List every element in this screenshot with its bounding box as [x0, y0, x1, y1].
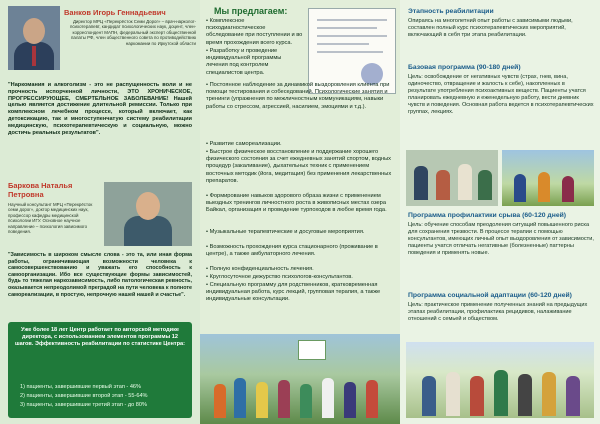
stages-title: Этапность реабилитации — [408, 8, 494, 15]
group-photo — [200, 334, 400, 424]
stages-text: Опираясь на многолетний опыт работы с зависимыми людьми, составлен полный курс психотерапевтических мероприятий, включающий в себя три этапа реабилитации. — [408, 18, 573, 38]
offer-item: • Комплексное психодиагностическое обследование при поступлении и во время прохождения всего курса. — [206, 18, 303, 46]
offer-item: • Полную конфиденциальность лечения. — [206, 266, 314, 272]
offer-item: • Быстрое физическое восстановление и поддержание хорошего физического состояния за счет ежедневных занятий спортом, водных процедур (закаливание), дыхательных техник с применением восточных методик (йога, медитация) без применения лекарственных препаратов. — [206, 149, 392, 184]
consultant-quote: "Зависимость в широком смысле слова - это та, или иная форма работы, ограничивающая возможности человека к самосовершенствованию и уважать его способность к самоорганизации. Ибо все существующие формы зависимостей, будь то тяжелая наркозависимость, либо патологическая ревность, оказывается непреодолимой преградой на пути человека к полноте самореализации, в простую, непрочную нашей нашей и счастье". — [8, 252, 192, 298]
director-name: Ванков Игорь Геннадьевич — [64, 8, 166, 17]
stat-line: 2) пациенты, завершившие второй этап - 55-64% — [20, 393, 148, 399]
consultant-name: Баркова Наталья Петровна — [8, 181, 73, 199]
relapse-title: Программа профилактики срыва (60-120 дней) — [408, 212, 567, 219]
consultant-photo — [104, 182, 192, 246]
stat-line: 1) пациенты, завершившие первый этап - 46% — [20, 384, 142, 390]
activity-photo-1 — [406, 150, 498, 206]
social-text: Цель: практическое применение полученных знаний на предыдущих этапах реабилитации, профилактика рецидивов, налаживание отношений с семьей и обществом. — [408, 302, 588, 322]
director-quote: "Наркомания и алкоголизм - это не распущенность воли и не прочность испорченной личности, ЭТО ХРОНИЧЕСКОЕ, ПРОГРЕССИРУЮЩЕЕ, СМЕРТЕЛЬНОЕ ЗАБОЛЕВАНИЕ! Нашей целью является достижение длительной ремиссии. Только при комплексном лечебном процессе, который включает, как детоксикацию, так и многоступенчатую систему реабилитации медицинскую, психотерапевтическую и социальную, можно достичь реальных результатов". — [8, 82, 192, 136]
offer-item: • Возможность прохождения курса стационарного (проживание в центре), а также амбулаторного лечения. — [206, 244, 378, 258]
offer-item: • Специальную программу для родственников, кратковременная индивидуальная работа, курс лекций, групповая терапия, а также индивидуальные консультации. — [206, 282, 381, 303]
director-role: Директор МРЦ «Перекрёсток Семи Дорог» – врач-нарколог-психотерапевт, кандидат психологических наук, доцент, член-корреспондент МАПН, федеральный эксперт общественной палаты РФ, член общественного совета по противодействию наркомании по Иркутской области — [69, 19, 196, 46]
offer-item: • Круглосуточное дежурство психологов-консультантов. — [206, 274, 353, 280]
panel-middle — [200, 0, 400, 424]
offer-item: • Формирование навыков здорового образа жизни с применением выездных тренингов личностного роста в живописных местах озера Байкал, организация и проведение турпоходов в любое время года. — [206, 193, 387, 214]
stats-box — [8, 322, 192, 418]
stats-title: Уже более 18 лет Центр работает по авторской методике директора, с использованием элементов программы 12 шагов. Эффективность реабилитации по статистике Центра: — [14, 327, 186, 347]
panel-right — [400, 0, 600, 424]
offer-item: • Музыкальные терапевтические и досуговые мероприятия. — [206, 229, 365, 235]
panel-left — [0, 0, 200, 424]
offers-title: Мы предлагаем: — [214, 6, 288, 16]
base-text: Цель: освобождение от негативных чувств (страх, гнев, вина, одиночество, отвращение и жалость к себе), накопленных в результате употребления психоактивных веществ. Пациенты учатся планировать ежедневную и еженедельную работу, вести дневник чувств и поведения. Основная работа ведется в психотерапевтических группах, лекциях. — [408, 74, 594, 115]
director-photo — [8, 6, 60, 70]
relapse-text: Цель: обучение способам преодоления ситуаций повышенного риска для сохранения трезвости. В процессе терапии с помощью консультантов, имеющих личный опыт выздоровления от зависимости, пациенты учатся отличать негативные (болезненные) паттерны поведения и применять новые. — [408, 222, 594, 256]
offer-item: • Разработку и проведение индивидуальной программы лечения под контролем специалистов центра. — [206, 48, 282, 76]
base-title: Базовая программа (90-180 дней) — [408, 64, 521, 71]
consultant-role: Научный консультант МРЦ «Перекрёсток семи дорог», доктор медицинских наук, профессор кафедры медицинской психологии ИГУ. Основное научное направление – психология зависимого поведения. — [8, 202, 93, 235]
stat-line: 3) пациенты, завершившие третий этап - до 80% — [20, 402, 147, 408]
social-title: Программа социальной адаптации (60-120 дней) — [408, 292, 572, 299]
offer-item: • Развитие самореализации. — [206, 141, 282, 147]
activity-photo-2 — [502, 150, 594, 206]
offer-item: • Постоянное наблюдение за динамикой выздоровления клиента при помощи тестирования и собеседований. Психологические занятия и тренинги (упражнения по межличностным коммуникациям, навыки работы со стрессом, агрессией, насилием, эмоциями и т.д.). — [206, 82, 390, 110]
group-photo-right — [406, 342, 594, 418]
